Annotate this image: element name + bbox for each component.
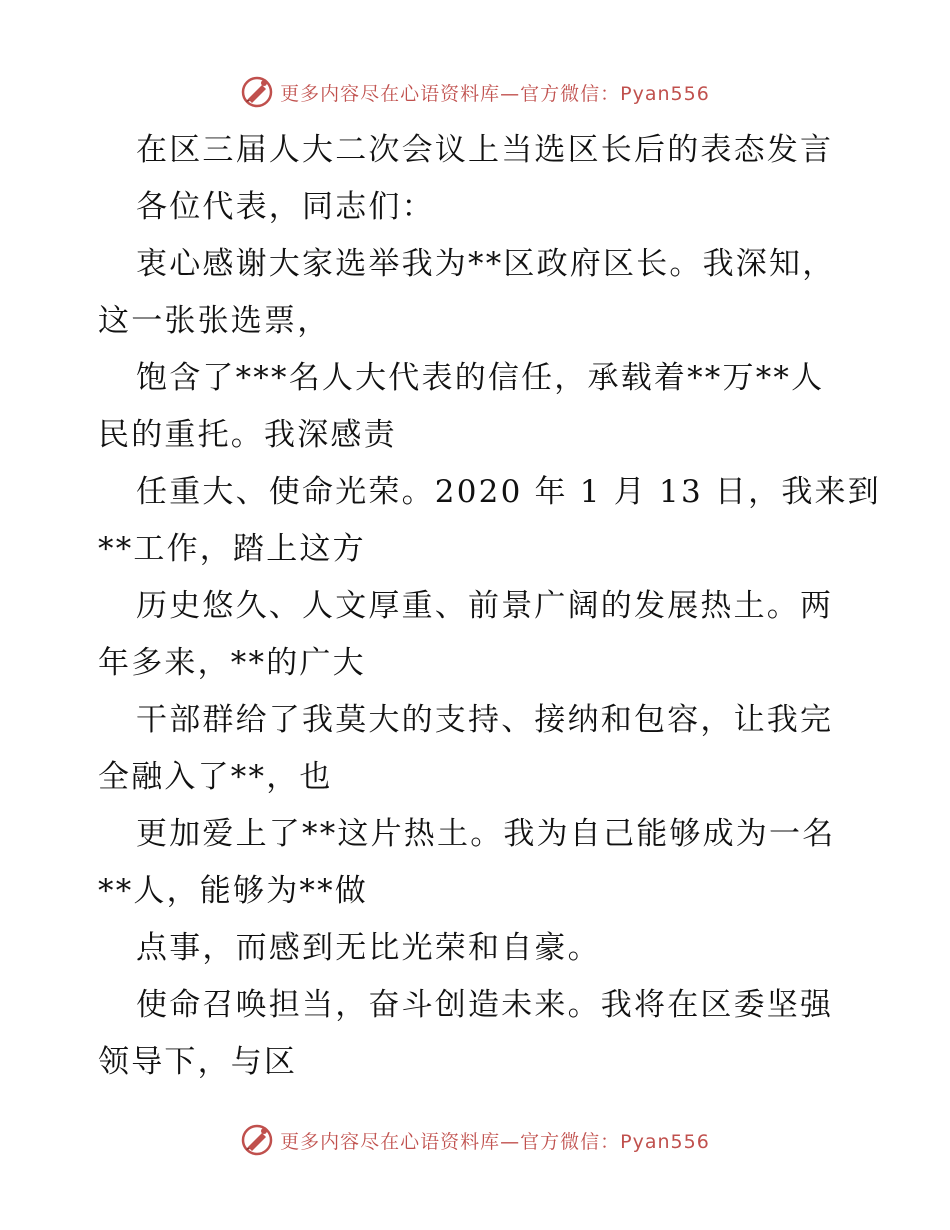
text-line: 这一张张选票， xyxy=(98,303,331,339)
watermark-text: 更多内容尽在心语资料库—官方微信：Pyan556 xyxy=(280,82,710,105)
document-body xyxy=(98,122,881,1091)
text-line: 使命召唤担当，奋斗创造未来。我将在区委坚强 xyxy=(136,987,834,1023)
text-line: 更加爱上了**这片热土。我为自己能够成为一名 xyxy=(136,816,836,852)
watermark-header xyxy=(0,72,950,112)
text-line: 民的重托。我深感责 xyxy=(98,417,397,453)
text-line: 年多来，**的广大 xyxy=(98,645,366,681)
text-line: 全融入了**，也 xyxy=(98,759,333,795)
salutation: 各位代表，同志们： xyxy=(136,189,435,225)
document-title: 在区三届人大二次会议上当选区长后的表态发言 xyxy=(136,132,834,168)
text-line: **工作，踏上这方 xyxy=(98,531,366,567)
text-line: 干部群给了我莫大的支持、接纳和包容，让我完 xyxy=(136,702,834,738)
text-line: **人，能够为**做 xyxy=(98,873,368,909)
watermark-footer xyxy=(0,1120,950,1160)
watermark-text: 更多内容尽在心语资料库—官方微信：Pyan556 xyxy=(280,1130,710,1153)
text-line: 历史悠久、人文厚重、前景广阔的发展热土。两 xyxy=(136,588,834,624)
text-line: 领导下，与区 xyxy=(98,1044,298,1080)
text-line: 饱含了***名人大代表的信任，承载着**万**人 xyxy=(136,360,825,396)
pen-logo-icon xyxy=(240,75,274,109)
pen-logo-icon xyxy=(240,1123,274,1157)
text-line: 衷心感谢大家选举我为**区政府区长。我深知， xyxy=(136,246,836,282)
text-line: 点事，而感到无比光荣和自豪。 xyxy=(136,930,601,966)
text-line: 任重大、使命光荣。2020 年 1 月 13 日，我来到 xyxy=(136,474,881,510)
